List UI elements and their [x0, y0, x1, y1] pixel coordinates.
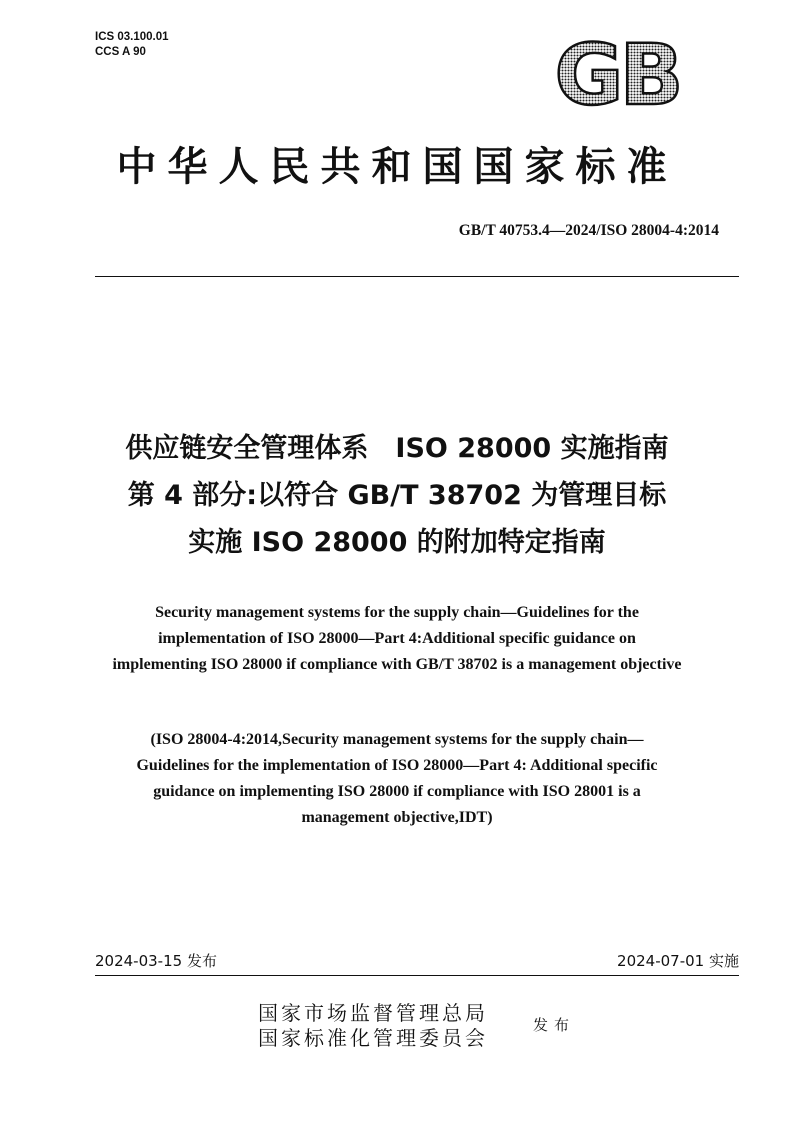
header-divider	[95, 276, 739, 277]
issue-label: 发布	[533, 1016, 576, 1034]
implementation-date: 2024-07-01 实施	[617, 952, 739, 970]
standard-number: GB/T 40753.4—2024/ISO 28004-4:2014	[458, 222, 719, 239]
title-line-1: 供应链安全管理体系 ISO 28000 实施指南	[125, 433, 669, 464]
document-title-en	[40, 600, 754, 678]
footer-divider	[95, 975, 739, 976]
en-title-line-2: implementation of ISO 28000—Part 4:Additional specific guidance on	[158, 630, 636, 647]
publish-date: 2024-03-15 发布	[95, 952, 217, 970]
national-standard-title: 中华人民共和国国家标准	[116, 144, 678, 190]
en-title-line-3: implementing ISO 28000 if compliance with GB/T 38702 is a management objective	[112, 656, 682, 673]
gb-logo	[540, 36, 694, 112]
en-title-line-1: Security management systems for the supply chain—Guidelines for the	[155, 604, 639, 621]
ics-code: ICS 03.100.01	[95, 31, 169, 43]
idt-line-3: guidance on implementing ISO 28000 if compliance with ISO 28001 is a	[153, 783, 641, 800]
classification-codes	[95, 30, 169, 60]
document-title-cn	[0, 425, 794, 566]
issuing-authorities	[258, 1001, 488, 1051]
issuer-samr: 国家市场监督管理总局	[258, 1001, 488, 1025]
idt-line-1: (ISO 28004-4:2014,Security management systems for the supply chain—	[150, 731, 644, 748]
issuer-sac: 国家标准化管理委员会	[258, 1026, 488, 1050]
idt-line-4: management objective,IDT)	[301, 809, 493, 826]
title-line-3: 实施 ISO 28000 的附加特定指南	[188, 527, 606, 558]
title-line-2: 第 4 部分:以符合 GB/T 38702 为管理目标	[127, 480, 667, 511]
logo-lettering: GB	[554, 36, 680, 112]
ccs-code: CCS A 90	[95, 46, 146, 58]
idt-line-2: Guidelines for the implementation of ISO 28000—Part 4: Additional specific	[136, 757, 658, 774]
identical-adoption-note	[40, 727, 754, 831]
